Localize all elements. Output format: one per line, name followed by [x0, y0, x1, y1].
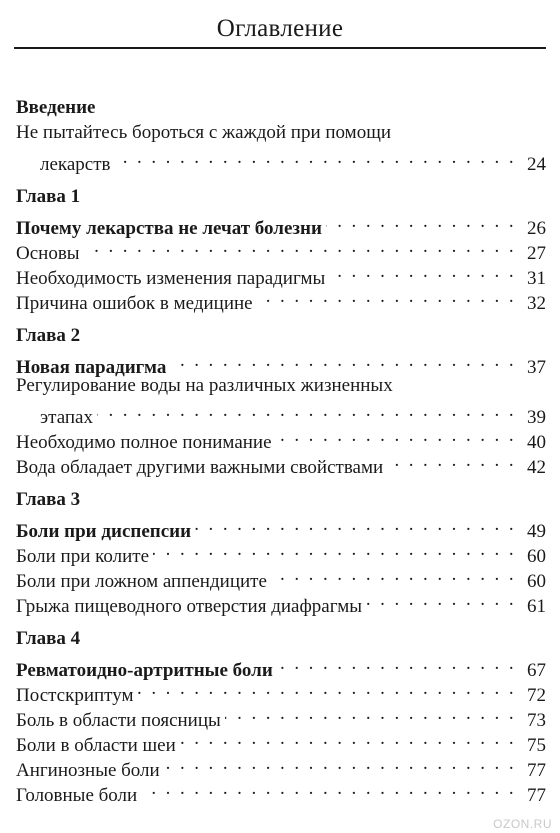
- toc-entry-title: Боли в области шеи: [16, 735, 176, 756]
- page-number: 61: [527, 596, 546, 617]
- toc-entry: [16, 726, 546, 756]
- page-number: 40: [527, 432, 546, 453]
- toc-entry: [16, 776, 546, 806]
- toc-section: [16, 95, 546, 175]
- page-number: 37: [527, 357, 546, 378]
- dot-leader: [170, 348, 516, 373]
- toc-entry-title: Почему лекарства не лечат болезни: [16, 218, 322, 239]
- toc-entry: [16, 651, 546, 681]
- page-number: 31: [527, 268, 546, 289]
- toc-entry-row: [16, 512, 546, 542]
- section-heading: Глава 3: [16, 489, 81, 510]
- toc-entry: [16, 512, 546, 542]
- section-heading: Введение: [16, 97, 96, 118]
- toc-entry-title-line1: Регулирование воды на различных жизненных: [16, 375, 393, 396]
- toc-entry-row: [16, 259, 546, 289]
- toc-section: [16, 626, 546, 806]
- section-heading: Глава 2: [16, 325, 81, 346]
- toc-entry-row: [16, 651, 546, 681]
- watermark: OZON.RU: [493, 817, 552, 831]
- dot-leader: [277, 651, 516, 676]
- toc-entry-row: [16, 234, 546, 264]
- toc-entry-row: [16, 537, 546, 567]
- dot-leader: [97, 398, 516, 423]
- toc-entry-row: [16, 448, 546, 478]
- toc-entry-title: Боли при диспепсии: [16, 521, 192, 542]
- dot-leader: [276, 423, 516, 448]
- toc-entry-row: [16, 209, 546, 239]
- toc-section: [16, 487, 546, 617]
- dot-leader: [164, 751, 516, 776]
- toc-entry-title: Ангинозные боли: [16, 760, 160, 781]
- page-number: 77: [527, 785, 546, 806]
- dot-leader: [115, 145, 517, 170]
- toc-entry-title: Боли при колите: [16, 546, 150, 567]
- toc-entry-title: Причина ошибок в медицине: [16, 293, 253, 314]
- toc-entry: [16, 587, 546, 617]
- page-number: 24: [527, 154, 546, 175]
- toc-entry-title-line1: Не пытайтесь бороться с жаждой при помощи: [16, 122, 392, 143]
- dot-leader: [326, 209, 516, 234]
- toc-entry-title: Необходимость изменения парадигмы: [16, 268, 326, 289]
- dot-leader: [329, 259, 516, 284]
- toc-entry-title: Боли при ложном аппендиците: [16, 571, 267, 592]
- dot-leader: [366, 587, 516, 612]
- dot-leader: [180, 726, 516, 751]
- toc-entry-row: [16, 284, 546, 314]
- toc-entry: [16, 751, 546, 781]
- toc-entry-row: [16, 776, 546, 806]
- toc-entry-title-line2: лекарств: [40, 154, 111, 175]
- toc-entry-row: [16, 701, 546, 731]
- page-number: 42: [527, 457, 546, 478]
- toc-entry-title: Боль в области поясницы: [16, 710, 221, 731]
- table-of-contents: [16, 95, 546, 815]
- toc-entry-row: [16, 398, 546, 428]
- page-number: 75: [527, 735, 546, 756]
- section-heading: Глава 4: [16, 628, 81, 649]
- page-number: 32: [527, 293, 546, 314]
- dot-leader: [153, 537, 516, 562]
- page-title: Оглавление: [216, 15, 344, 42]
- toc-entry-title: Грыжа пищеводного отверстия диафрагмы: [16, 596, 363, 617]
- toc-entry-title: Постскриптум: [16, 685, 134, 706]
- toc-entry: [16, 120, 546, 175]
- toc-entry-title: Вода обладает другими важными свойствами: [16, 457, 384, 478]
- toc-entry-title-line2: этапах: [40, 407, 93, 428]
- toc-entry-row: [16, 562, 546, 592]
- toc-entry-row: [16, 348, 546, 378]
- toc-entry: [16, 448, 546, 478]
- dot-leader: [271, 562, 516, 587]
- toc-entry: [16, 537, 546, 567]
- toc-entry: [16, 209, 546, 239]
- toc-entry-row: [16, 587, 546, 617]
- dot-leader: [387, 448, 516, 473]
- dot-leader: [257, 284, 516, 309]
- toc-entry: [16, 676, 546, 706]
- toc-entry: [16, 423, 546, 453]
- page-number: 26: [527, 218, 546, 239]
- dot-leader: [138, 676, 517, 701]
- dot-leader: [195, 512, 516, 537]
- toc-section: [16, 323, 546, 478]
- toc-entry-title: Ревматоидно-артритные боли: [16, 660, 273, 681]
- toc-entry-title: Основы: [16, 243, 80, 264]
- page-number: 67: [527, 660, 546, 681]
- page-number: 39: [527, 407, 546, 428]
- title-divider: [14, 47, 546, 49]
- page-number: 77: [527, 760, 546, 781]
- toc-entry: [16, 348, 546, 378]
- page-number: 72: [527, 685, 546, 706]
- page-number: 73: [527, 710, 546, 731]
- toc-section: [16, 184, 546, 314]
- toc-entry-row: [16, 726, 546, 756]
- toc-entry-row: [16, 751, 546, 781]
- page-number: 49: [527, 521, 546, 542]
- toc-entry-row: [16, 423, 546, 453]
- toc-entry-row: [16, 676, 546, 706]
- page-number: 27: [527, 243, 546, 264]
- dot-leader: [141, 776, 516, 801]
- toc-entry-title: Необходимо полное понимание: [16, 432, 272, 453]
- dot-leader: [84, 234, 516, 259]
- toc-entry: [16, 562, 546, 592]
- toc-entry-title: Головные боли: [16, 785, 138, 806]
- toc-entry: [16, 234, 546, 264]
- page-number: 60: [527, 546, 546, 567]
- toc-entry: [16, 373, 546, 428]
- toc-entry: [16, 701, 546, 731]
- toc-entry: [16, 284, 546, 314]
- section-heading: Глава 1: [16, 186, 81, 207]
- toc-entry: [16, 259, 546, 289]
- toc-entry-row: [16, 145, 546, 175]
- page-number: 60: [527, 571, 546, 592]
- dot-leader: [225, 701, 516, 726]
- toc-entry-title: Новая парадигма: [16, 357, 167, 378]
